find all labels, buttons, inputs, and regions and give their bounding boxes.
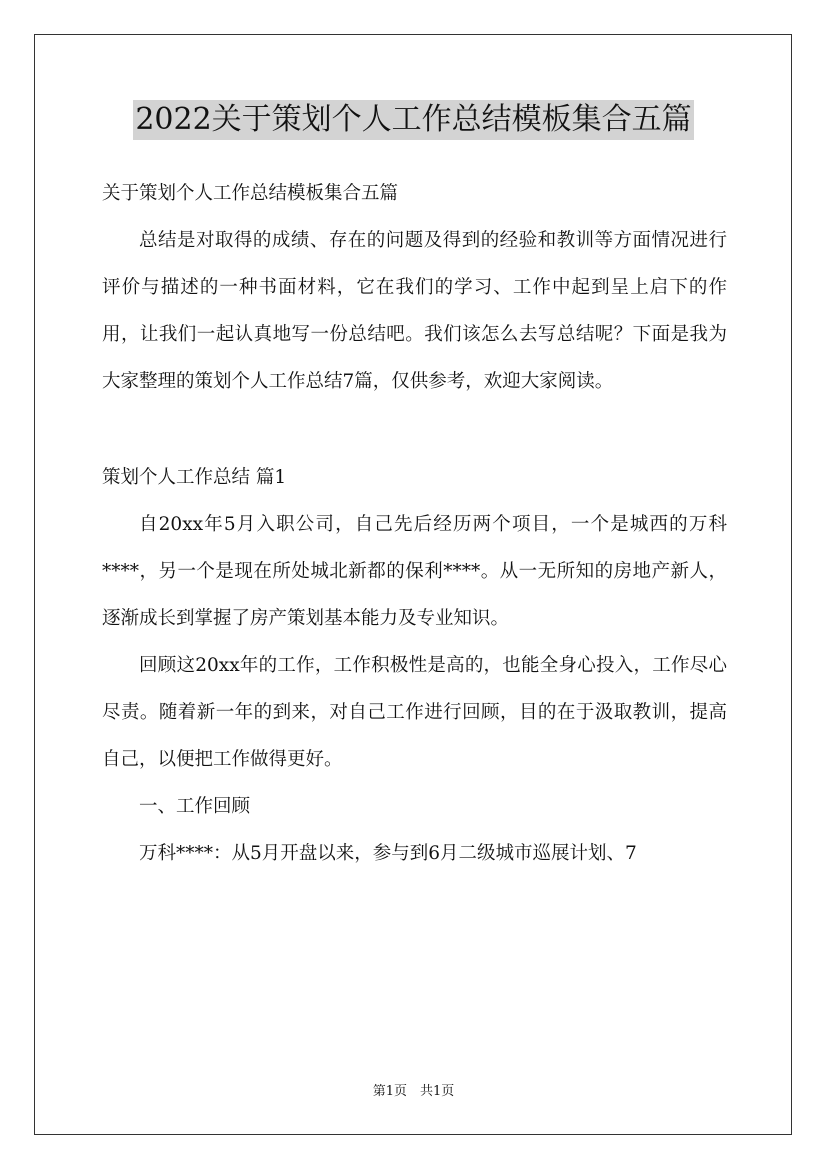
body-paragraph-2: 回顾这20xx年的工作，工作积极性是高的，也能全身心投入，工作尽心尽责。随着新一年的到来，对自己工作进行回顾，目的在于汲取教训，提高自己，以便把工作做得更好。 [102, 655, 727, 770]
section-heading: 策划个人工作总结 篇1 [102, 467, 287, 488]
page-footer: 第1页 共1页 [372, 1084, 455, 1099]
document-title: 2022关于策划个人工作总结模板集合五篇 [133, 100, 693, 140]
intro-heading: 关于策划个人工作总结模板集合五篇 [102, 183, 399, 204]
body-paragraph-1: 自20xx年5月入职公司，自己先后经历两个项目，一个是城西的万科****，另一个是现在所处城北新都的保利****。从一无所知的房地产新人，逐渐成长到掌握了房产策划基本能力及专业知识。 [102, 514, 727, 629]
title-container [0, 100, 827, 140]
body-paragraph-3: 万科****：从5月开盘以来，参与到6月二级城市巡展计划、7 [139, 843, 637, 864]
paragraph-spacer [102, 405, 727, 454]
subheading-work-review: 一、工作回顾 [139, 796, 251, 817]
document-body [102, 170, 727, 877]
intro-paragraph: 总结是对取得的成绩、存在的问题及得到的经验和教训等方面情况进行评价与描述的一种书面材料，它在我们的学习、工作中起到呈上启下的作用，让我们一起认真地写一份总结吧。我们该怎么去写总结呢？下面是我为大家整理的策划个人工作总结7篇，仅供参考，欢迎大家阅读。 [102, 230, 727, 392]
